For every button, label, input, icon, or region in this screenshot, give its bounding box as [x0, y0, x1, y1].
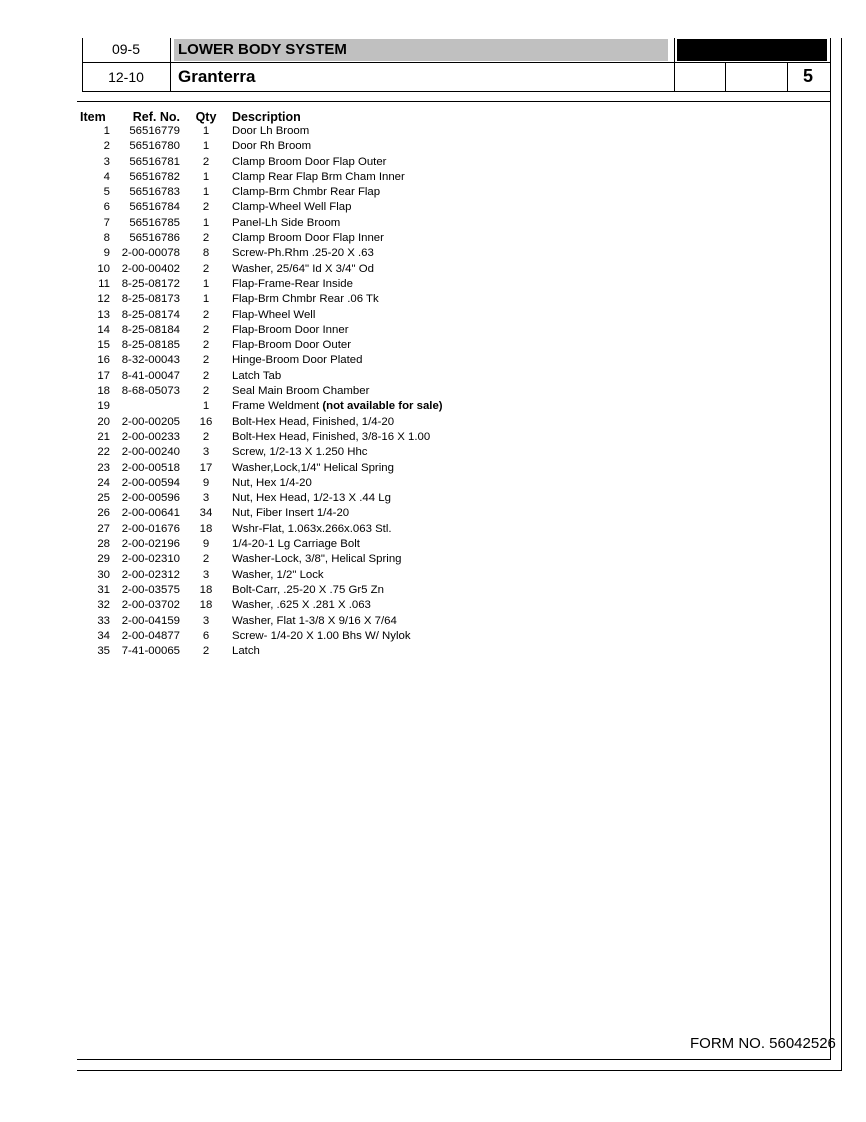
ref-number: 2-00-00205 — [121, 415, 180, 428]
item-number: 32 — [97, 599, 110, 612]
section-code: 09-5 — [111, 41, 141, 57]
item-number: 13 — [97, 308, 110, 321]
description-text: Screw- 1/4-20 X 1.00 Bhs W/ Nylok — [232, 629, 411, 642]
table-row — [80, 170, 443, 185]
table-row — [80, 338, 443, 353]
description — [232, 461, 443, 476]
table-row — [80, 399, 443, 414]
item-number: 7 — [103, 216, 110, 229]
quantity: 3 — [202, 614, 210, 627]
ref-number: 8-32-00043 — [121, 354, 180, 367]
table-row — [80, 644, 443, 659]
description — [232, 506, 443, 521]
description-text: Screw-Ph.Rhm .25-20 X .63 — [232, 247, 374, 260]
table-row — [80, 415, 443, 430]
item-number: 8 — [103, 232, 110, 245]
description — [232, 644, 443, 659]
description — [232, 155, 443, 170]
table-row — [80, 598, 443, 613]
ref-number: 56516783 — [129, 186, 180, 199]
description-text: Clamp Rear Flap Brm Cham Inner — [232, 170, 405, 183]
description — [232, 399, 443, 414]
description — [232, 124, 443, 139]
ref-number — [110, 399, 180, 414]
ref-number: 2-00-00518 — [121, 461, 180, 474]
description-text: Clamp Broom Door Flap Outer — [232, 155, 387, 168]
description — [232, 246, 443, 261]
item-number: 6 — [103, 201, 110, 214]
item-number: 30 — [97, 568, 110, 581]
table-row — [80, 552, 443, 567]
item-number: 24 — [97, 476, 110, 489]
item-number: 10 — [97, 262, 110, 275]
table-row — [80, 155, 443, 170]
item-number: 5 — [103, 186, 110, 199]
description-text: Flap-Frame-Rear Inside — [232, 277, 353, 290]
description-text: Frame Weldment — [232, 400, 323, 413]
page-number: 5 — [802, 66, 813, 86]
ref-number: 2-00-00078 — [121, 247, 180, 260]
column-header-description: Description — [232, 110, 301, 124]
table-header-row — [80, 111, 443, 124]
table-row — [80, 200, 443, 215]
ref-number: 8-25-08173 — [121, 293, 180, 306]
description — [232, 353, 443, 368]
description — [232, 139, 443, 154]
quantity: 2 — [202, 323, 210, 336]
item-number: 27 — [97, 522, 110, 535]
description-text: Clamp-Wheel Well Flap — [232, 201, 352, 214]
item-number: 17 — [97, 369, 110, 382]
column-header-ref-no: Ref. No. — [132, 110, 180, 124]
ref-number: 8-41-00047 — [121, 369, 180, 382]
description — [232, 568, 443, 583]
table-row — [80, 292, 443, 307]
table-row — [80, 491, 443, 506]
description — [232, 323, 443, 338]
ref-number: 2-00-02196 — [121, 538, 180, 551]
description-text: Panel-Lh Side Broom — [232, 216, 341, 229]
table-row — [80, 568, 443, 583]
quantity: 1 — [202, 140, 210, 153]
ref-number: 2-00-00240 — [121, 446, 180, 459]
description-text: Bolt-Hex Head, Finished, 1/4-20 — [232, 415, 395, 428]
quantity: 34 — [199, 507, 213, 520]
item-number: 20 — [97, 415, 110, 428]
table-row — [80, 476, 443, 491]
description — [232, 583, 443, 598]
ref-number: 8-25-08174 — [121, 308, 180, 321]
quantity: 3 — [202, 568, 210, 581]
ref-number: 56516782 — [129, 170, 180, 183]
description-text: 1/4-20-1 Lg Carriage Bolt — [232, 538, 360, 551]
item-number: 19 — [97, 400, 110, 413]
ref-number: 8-25-08185 — [121, 339, 180, 352]
table-row — [80, 216, 443, 231]
description — [232, 185, 443, 200]
ref-number: 2-00-02312 — [121, 568, 180, 581]
description — [232, 415, 443, 430]
table-row — [80, 522, 443, 537]
description-text: Bolt-Carr, .25-20 X .75 Gr5 Zn — [232, 583, 384, 596]
parts-table — [80, 111, 443, 659]
header-frame-bottom-line — [82, 91, 831, 92]
page-frame-right — [830, 92, 831, 1060]
quantity: 2 — [202, 645, 210, 658]
description — [232, 262, 443, 277]
table-row — [80, 506, 443, 521]
table-row — [80, 323, 443, 338]
item-number: 4 — [103, 170, 110, 183]
parts-table-body — [80, 124, 443, 659]
quantity: 3 — [202, 492, 210, 505]
header-frame-divider-2 — [674, 38, 675, 92]
table-row — [80, 614, 443, 629]
quantity: 2 — [202, 430, 210, 443]
description — [232, 537, 443, 552]
item-number: 9 — [103, 247, 110, 260]
section-title: LOWER BODY SYSTEM — [178, 41, 347, 58]
table-row — [80, 308, 443, 323]
item-number: 31 — [97, 583, 110, 596]
quantity: 2 — [202, 553, 210, 566]
header-frame-right — [830, 38, 831, 92]
description — [232, 522, 443, 537]
quantity: 9 — [202, 538, 210, 551]
table-row — [80, 461, 443, 476]
item-number: 33 — [97, 614, 110, 627]
table-row — [80, 262, 443, 277]
item-number: 34 — [97, 629, 110, 642]
description — [232, 476, 443, 491]
quantity: 2 — [202, 232, 210, 245]
description-text: Screw, 1/2-13 X 1.250 Hhc — [232, 446, 368, 459]
item-number: 35 — [97, 645, 110, 658]
quantity: 2 — [202, 308, 210, 321]
description-text: Clamp-Brm Chmbr Rear Flap — [232, 186, 381, 199]
quantity: 2 — [202, 354, 210, 367]
item-number: 22 — [97, 446, 110, 459]
quantity: 2 — [202, 201, 210, 214]
quantity: 2 — [202, 369, 210, 382]
quantity: 2 — [202, 339, 210, 352]
page-frame-right-outer — [841, 38, 842, 1071]
item-number: 15 — [97, 339, 110, 352]
ref-number: 2-00-01676 — [121, 522, 180, 535]
page-frame-bottom-outer — [77, 1070, 842, 1071]
ref-number: 2-00-03702 — [121, 599, 180, 612]
item-number: 12 — [97, 293, 110, 306]
description — [232, 598, 443, 613]
item-number: 23 — [97, 461, 110, 474]
ref-number: 56516781 — [129, 155, 180, 168]
description — [232, 292, 443, 307]
ref-number: 2-00-00596 — [121, 492, 180, 505]
description — [232, 614, 443, 629]
description-text: Nut, Hex Head, 1/2-13 X .44 Lg — [232, 492, 391, 505]
description-text: Door Rh Broom — [232, 140, 312, 153]
description-text: Latch Tab — [232, 369, 282, 382]
model-name: Granterra — [178, 67, 256, 86]
quantity: 2 — [202, 155, 210, 168]
item-number: 26 — [97, 507, 110, 520]
table-row — [80, 445, 443, 460]
ref-number: 56516784 — [129, 201, 180, 214]
column-header-item: Item — [80, 110, 106, 124]
description — [232, 216, 443, 231]
description-text: Flap-Wheel Well — [232, 308, 316, 321]
quantity: 18 — [199, 599, 213, 612]
table-row — [80, 369, 443, 384]
ref-number: 2-00-00233 — [121, 430, 180, 443]
table-row — [80, 231, 443, 246]
table-row — [80, 384, 443, 399]
description-text: Washer,Lock,1/4" Helical Spring — [232, 461, 394, 474]
description — [232, 552, 443, 567]
item-number: 25 — [97, 492, 110, 505]
table-row — [80, 139, 443, 154]
quantity: 17 — [199, 461, 213, 474]
description — [232, 369, 443, 384]
table-row — [80, 629, 443, 644]
description-text: Flap-Broom Door Outer — [232, 339, 352, 352]
quantity: 18 — [199, 522, 213, 535]
quantity: 3 — [202, 446, 210, 459]
ref-number: 2-00-04159 — [121, 614, 180, 627]
description-text: Nut, Fiber Insert 1/4-20 — [232, 507, 350, 520]
item-number: 28 — [97, 538, 110, 551]
ref-number: 2-00-00402 — [121, 262, 180, 275]
page-frame-bottom — [77, 1059, 831, 1060]
table-row — [80, 583, 443, 598]
ref-number: 7-41-00065 — [121, 645, 180, 658]
description-text: Flap-Brm Chmbr Rear .06 Tk — [232, 293, 379, 306]
quantity: 1 — [202, 293, 210, 306]
date-code: 12-10 — [108, 69, 144, 85]
quantity: 1 — [202, 277, 210, 290]
description — [232, 231, 443, 246]
quantity: 2 — [202, 262, 210, 275]
header-frame-divider-3 — [725, 62, 726, 92]
ref-number: 56516779 — [129, 125, 180, 137]
description — [232, 629, 443, 644]
quantity: 1 — [202, 186, 210, 199]
item-number: 21 — [97, 430, 110, 443]
ref-number: 2-00-02310 — [121, 553, 180, 566]
description-text: Washer, Flat 1-3/8 X 9/16 X 7/64 — [232, 614, 397, 627]
table-row — [80, 185, 443, 200]
table-row — [80, 353, 443, 368]
header-frame-divider — [170, 38, 171, 92]
ref-number: 2-00-00594 — [121, 476, 180, 489]
ref-number: 8-68-05073 — [121, 385, 180, 398]
table-row — [80, 277, 443, 292]
column-header-qty: Qty — [195, 110, 217, 124]
quantity: 6 — [202, 629, 210, 642]
quantity: 16 — [199, 415, 213, 428]
description-text: Seal Main Broom Chamber — [232, 385, 370, 398]
item-number: 16 — [97, 354, 110, 367]
description-text: Door Lh Broom — [232, 125, 310, 137]
quantity: 1 — [202, 125, 210, 137]
table-row — [80, 246, 443, 261]
form-number: FORM NO. 56042526 — [690, 1035, 836, 1052]
description-text: Flap-Broom Door Inner — [232, 323, 349, 336]
quantity: 9 — [202, 476, 210, 489]
description — [232, 445, 443, 460]
description-text: Hinge-Broom Door Plated — [232, 354, 363, 367]
item-number: 11 — [98, 277, 110, 290]
item-number: 3 — [103, 155, 110, 168]
ref-number: 56516785 — [129, 216, 180, 229]
table-row — [80, 430, 443, 445]
item-number: 18 — [97, 385, 110, 398]
table-row — [80, 124, 443, 139]
quantity: 8 — [202, 247, 210, 260]
description — [232, 200, 443, 215]
description-note: (not available for sale) — [322, 400, 443, 413]
description-text: Nut, Hex 1/4-20 — [232, 476, 312, 489]
description-text: Latch — [232, 645, 260, 658]
ref-number: 56516786 — [129, 232, 180, 245]
description — [232, 277, 443, 292]
item-number: 29 — [97, 553, 110, 566]
description-text: Wshr-Flat, 1.063x.266x.063 Stl. — [232, 522, 392, 535]
ref-number: 8-25-08172 — [121, 277, 180, 290]
quantity: 1 — [202, 170, 210, 183]
quantity: 1 — [202, 400, 210, 413]
item-number: 1 — [103, 125, 110, 137]
description — [232, 491, 443, 506]
table-row — [80, 537, 443, 552]
description — [232, 170, 443, 185]
header-black-block — [677, 39, 827, 61]
quantity: 18 — [199, 583, 213, 596]
quantity: 2 — [202, 385, 210, 398]
description — [232, 308, 443, 323]
ref-number: 2-00-00641 — [121, 507, 180, 520]
item-number: 14 — [97, 323, 110, 336]
description — [232, 338, 443, 353]
ref-number: 56516780 — [129, 140, 180, 153]
page-frame-top — [77, 101, 830, 102]
description-text: Clamp Broom Door Flap Inner — [232, 232, 384, 245]
item-number: 2 — [103, 140, 110, 153]
description — [232, 384, 443, 399]
description-text: Washer, 25/64" Id X 3/4" Od — [232, 262, 374, 275]
description-text: Washer-Lock, 3/8", Helical Spring — [232, 553, 402, 566]
ref-number: 2-00-03575 — [121, 583, 180, 596]
description — [232, 430, 443, 445]
description-text: Bolt-Hex Head, Finished, 3/8-16 X 1.00 — [232, 430, 431, 443]
description-text: Washer, .625 X .281 X .063 — [232, 599, 371, 612]
header-frame-middle-line — [82, 62, 831, 63]
ref-number: 8-25-08184 — [121, 323, 180, 336]
description-text: Washer, 1/2" Lock — [232, 568, 324, 581]
ref-number: 2-00-04877 — [121, 629, 180, 642]
quantity: 1 — [202, 216, 210, 229]
